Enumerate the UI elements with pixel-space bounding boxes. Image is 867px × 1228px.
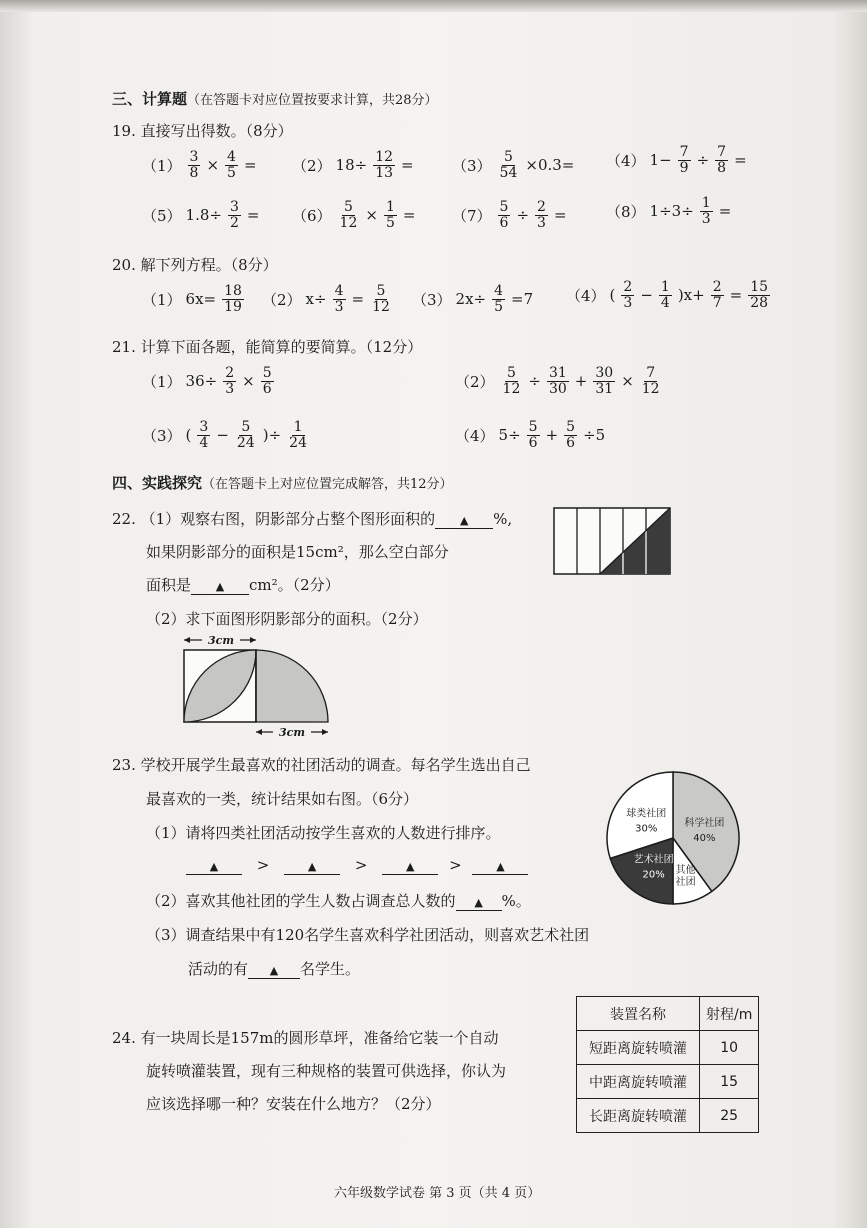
operator: × xyxy=(242,372,255,391)
operator: + xyxy=(545,426,559,445)
fraction xyxy=(225,150,238,180)
pie-slice-percent: 30% xyxy=(635,823,658,835)
answer-blank xyxy=(186,856,242,875)
numerator: 1 xyxy=(293,419,303,435)
expression: 1− xyxy=(649,151,672,170)
triangle-icon: ▲ xyxy=(496,860,505,873)
operator: ÷ xyxy=(528,372,541,391)
q22-line-4: （2）求下面图形阴影部分的面积。（2分） xyxy=(146,610,428,628)
numerator: 15 xyxy=(750,279,769,295)
denominator: 5 xyxy=(227,164,236,181)
pie-slice-label: 科学社团 xyxy=(684,817,725,829)
question-text: 22. （1）观察右图，阴影部分占整个图形面积的 xyxy=(112,510,436,528)
numerator: 4 xyxy=(227,149,236,165)
denominator: 24 xyxy=(289,434,307,451)
denominator: 3 xyxy=(225,380,235,397)
denominator: 30 xyxy=(548,380,567,397)
expression: 36÷ xyxy=(185,372,218,391)
numerator: 5 xyxy=(376,283,386,299)
section-3-note: （在答题卡对应位置按要求计算，共28分） xyxy=(187,93,438,108)
equals: = xyxy=(734,151,747,170)
fraction xyxy=(564,420,577,450)
fraction xyxy=(333,284,346,314)
fraction xyxy=(498,200,511,230)
q23-line-1: 23. 学校开展学生最喜欢的社团活动的调查。每名学生选出自己 xyxy=(112,756,531,774)
pie-slice-label: 其他 xyxy=(675,864,696,876)
denominator: 3 xyxy=(623,294,633,311)
item-number: （4） xyxy=(455,426,495,445)
denominator: 3 xyxy=(537,214,546,231)
operator: − xyxy=(216,426,229,445)
numerator: 31 xyxy=(548,365,567,381)
answer-blank xyxy=(382,856,438,875)
fraction xyxy=(715,145,728,175)
greater-than: > xyxy=(449,856,462,874)
question-text: 名学生。 xyxy=(300,960,361,978)
expression: =7 xyxy=(511,290,534,309)
equals: = xyxy=(402,206,416,225)
expression: 1÷3÷ xyxy=(649,202,694,221)
denominator: 8 xyxy=(189,164,199,181)
operator: ÷ xyxy=(516,206,530,225)
denominator: 6 xyxy=(566,434,576,451)
fraction xyxy=(373,150,395,180)
denominator: 4 xyxy=(660,294,670,311)
answer-blank xyxy=(284,856,340,875)
q24-line-3: 应该选择哪一种？安装在什么地方？（2分） xyxy=(146,1095,441,1113)
denominator: 24 xyxy=(236,434,255,451)
pie-slice-label: 球类社团 xyxy=(626,808,667,820)
expression: ×0.3= xyxy=(525,156,575,175)
arrow-right-icon xyxy=(250,637,256,643)
expression: x÷ xyxy=(305,290,327,309)
denominator: 9 xyxy=(679,159,689,176)
denominator: 8 xyxy=(717,159,727,176)
q20-item-1 xyxy=(142,284,246,314)
item-number: （7） xyxy=(452,206,492,225)
table-cell: 15 xyxy=(700,1065,759,1099)
q21-title: 21. 计算下面各题，能简算的要简算。（12分） xyxy=(112,338,423,356)
q22-line-3 xyxy=(146,574,340,595)
item-number: （3） xyxy=(412,290,452,309)
equals: = xyxy=(553,206,567,225)
table-row xyxy=(577,1099,759,1133)
numerator: 3 xyxy=(189,149,199,165)
q19-item-1 xyxy=(142,150,257,180)
table-header: 射程/m xyxy=(700,997,759,1031)
arrow-right-icon xyxy=(322,729,328,735)
fraction xyxy=(527,420,540,450)
numerator: 2 xyxy=(225,365,235,381)
table-row xyxy=(577,1065,759,1099)
dimension-label-bottom: 3cm xyxy=(279,726,305,739)
numerator: 7 xyxy=(679,144,689,160)
item-number: （8） xyxy=(606,202,646,221)
expression: )÷ xyxy=(262,426,282,445)
pie-slice-label: 社团 xyxy=(675,876,696,888)
table-cell: 10 xyxy=(700,1031,759,1065)
operator: × xyxy=(621,372,634,391)
denominator: 4 xyxy=(199,434,209,451)
sprinkler-table xyxy=(576,996,759,1133)
q23-ranking-line xyxy=(186,856,528,875)
q19-item-4 xyxy=(606,145,747,175)
pie-slice-percent: 40% xyxy=(693,832,716,844)
fraction xyxy=(384,200,397,230)
fraction xyxy=(188,150,201,180)
answer-blank xyxy=(248,960,300,979)
shaded-area-figure xyxy=(176,632,336,742)
q24-line-2: 旋转喷灌装置，现有三种规格的装置可供选择，你认为 xyxy=(146,1062,507,1080)
triangle-icon: ▲ xyxy=(459,514,469,527)
numerator: 3 xyxy=(229,199,239,215)
fraction xyxy=(535,200,548,230)
denominator: 12 xyxy=(502,380,521,397)
numerator: 18 xyxy=(224,283,242,299)
denominator: 12 xyxy=(372,298,390,315)
section-4-heading: 四、实践探究 xyxy=(112,474,203,492)
q23-line-2: 最喜欢的一类，统计结果如右图。（6分） xyxy=(146,790,419,808)
denominator: 6 xyxy=(499,214,509,231)
q21-item-1 xyxy=(142,366,276,396)
table-header-row xyxy=(577,997,759,1031)
numerator: 7 xyxy=(646,365,656,381)
numerator: 1 xyxy=(701,195,711,211)
question-text: （2）喜欢其他社团的学生人数占调查总人数的 xyxy=(146,892,456,910)
table-cell: 短距离旋转喷灌 xyxy=(577,1031,700,1065)
q20-item-2 xyxy=(262,284,394,314)
equals: = xyxy=(729,286,743,305)
question-text: cm²。（2分） xyxy=(249,576,340,594)
expression: 1.8÷ xyxy=(185,206,222,225)
operator: ÷ xyxy=(696,151,710,170)
expression: ÷5 xyxy=(583,426,606,445)
triangle-icon: ▲ xyxy=(474,896,483,909)
numerator: 2 xyxy=(712,279,722,295)
item-number: （1） xyxy=(142,290,182,309)
equals: = xyxy=(401,156,414,175)
q23-line-3: （1）请将四类社团活动按学生喜欢的人数进行排序。 xyxy=(146,824,501,842)
q21-item-2 xyxy=(455,366,664,396)
q24-line-1: 24. 有一块周长是157m的圆形草坪，准备给它装一个自动 xyxy=(112,1029,499,1047)
fraction xyxy=(222,284,244,314)
numerator: 5 xyxy=(504,149,513,165)
denominator: 13 xyxy=(375,164,394,181)
table-cell: 25 xyxy=(700,1099,759,1133)
item-number: （6） xyxy=(292,206,332,225)
numerator: 4 xyxy=(334,283,344,299)
numerator: 2 xyxy=(623,279,633,295)
item-number: （2） xyxy=(262,290,302,309)
item-number: （3） xyxy=(452,156,492,175)
q22-line-1 xyxy=(112,508,512,529)
denominator: 7 xyxy=(712,294,722,311)
fraction xyxy=(621,280,634,310)
q19-item-3 xyxy=(452,150,574,180)
numerator: 12 xyxy=(375,149,394,165)
fraction xyxy=(492,284,505,314)
fraction xyxy=(678,145,691,175)
triangle-icon: ▲ xyxy=(406,860,415,873)
numerator: 1 xyxy=(660,279,670,295)
fraction xyxy=(223,366,236,396)
arrow-left-icon xyxy=(184,637,190,643)
equals: = xyxy=(351,290,365,309)
denominator: 5 xyxy=(385,214,395,231)
greater-than: > xyxy=(256,856,270,874)
item-number: （1） xyxy=(142,156,182,175)
section-4-title xyxy=(112,472,453,493)
denominator: 31 xyxy=(595,380,614,397)
fraction xyxy=(261,366,274,396)
numerator: 3 xyxy=(199,419,209,435)
numerator: 1 xyxy=(385,199,395,215)
numerator: 5 xyxy=(344,199,353,215)
operator: − xyxy=(640,286,653,305)
equals: = xyxy=(243,156,257,175)
denominator: 3 xyxy=(334,298,344,315)
fraction xyxy=(640,366,662,396)
question-text: 面积是 xyxy=(146,576,192,594)
page-footer: 六年级数学试卷 第 3 页（共 4 页） xyxy=(334,1186,541,1201)
fraction xyxy=(748,280,770,310)
q19-item-8 xyxy=(606,196,731,226)
numerator: 5 xyxy=(566,419,576,435)
fraction xyxy=(659,280,672,310)
operator: + xyxy=(574,372,588,391)
q22-line-2: 如果阴影部分的面积是15cm²，那么空白部分 xyxy=(146,543,449,561)
scan-edge xyxy=(0,0,867,12)
triangle-icon: ▲ xyxy=(307,860,317,873)
denominator: 54 xyxy=(499,164,518,181)
question-text: %。 xyxy=(501,892,531,910)
q23-line-5 xyxy=(146,890,531,911)
denominator: 6 xyxy=(262,380,272,397)
section-4-note: （在答题卡上对应位置完成解答，共12分） xyxy=(202,477,453,492)
expression: 5÷ xyxy=(498,426,521,445)
q23-line-7 xyxy=(188,958,360,979)
denominator: 6 xyxy=(528,434,538,451)
club-pie-chart xyxy=(604,768,742,908)
expression: 2x÷ xyxy=(455,290,487,309)
q19-title: 19. 直接写出得数。（8分） xyxy=(112,122,293,140)
table-cell: 长距离旋转喷灌 xyxy=(577,1099,700,1133)
answer-blank xyxy=(456,892,502,911)
operator: × xyxy=(365,206,378,225)
q20-item-3 xyxy=(412,284,533,314)
question-text: 活动的有 xyxy=(188,960,249,978)
q23-line-6: （3）调查结果中有120名学生喜欢科学社团活动，则喜欢艺术社团 xyxy=(146,926,590,944)
pie-slice-percent: 20% xyxy=(642,869,665,881)
answer-blank xyxy=(191,576,249,595)
denominator: 12 xyxy=(339,214,358,231)
fraction xyxy=(370,284,392,314)
answer-blank xyxy=(472,856,528,875)
numerator: 5 xyxy=(507,365,516,381)
triangle-icon: ▲ xyxy=(215,580,225,593)
fraction xyxy=(228,200,241,230)
arrow-left-icon xyxy=(256,729,262,735)
numerator: 5 xyxy=(241,419,251,435)
pie-slice-label: 艺术社团 xyxy=(633,854,674,866)
numerator: 5 xyxy=(262,365,272,381)
fraction xyxy=(498,150,520,180)
q19-item-2 xyxy=(292,150,414,180)
triangle-icon: ▲ xyxy=(269,964,279,977)
question-text: %, xyxy=(493,510,513,528)
item-number: （4） xyxy=(606,151,646,170)
numerator: 5 xyxy=(528,419,538,435)
fraction xyxy=(338,200,360,230)
q20-title: 20. 解下列方程。（8分） xyxy=(112,256,278,274)
fraction xyxy=(287,420,309,450)
answer-blank xyxy=(435,510,493,529)
paren: ( xyxy=(609,286,616,305)
item-number: （1） xyxy=(142,372,182,391)
fraction xyxy=(700,196,713,226)
numerator: 2 xyxy=(537,199,546,215)
q19-item-7 xyxy=(452,200,567,230)
numerator: 4 xyxy=(494,283,504,299)
equals: = xyxy=(718,202,732,221)
numerator: 30 xyxy=(595,365,614,381)
fraction xyxy=(547,366,569,396)
section-3-title xyxy=(112,88,438,109)
denominator: 28 xyxy=(750,294,769,311)
numerator: 5 xyxy=(499,199,509,215)
q21-item-3 xyxy=(142,420,311,450)
fraction xyxy=(235,420,257,450)
fraction xyxy=(711,280,724,310)
fraction xyxy=(501,366,523,396)
expression: 6x= xyxy=(185,290,217,309)
table-row xyxy=(577,1031,759,1065)
paren: ( xyxy=(185,426,192,445)
section-3-heading: 三、计算题 xyxy=(112,90,188,108)
expression: )x+ xyxy=(677,286,705,305)
item-number: （2） xyxy=(292,156,332,175)
denominator: 19 xyxy=(224,298,242,315)
dimension-label-top: 3cm xyxy=(208,634,234,647)
denominator: 2 xyxy=(229,214,239,231)
quarter-circle-shape xyxy=(256,650,328,722)
q20-item-4 xyxy=(566,280,772,310)
greater-than: > xyxy=(354,856,368,874)
item-number: （3） xyxy=(142,426,182,445)
item-number: （2） xyxy=(455,372,495,391)
table-cell: 中距离旋转喷灌 xyxy=(577,1065,700,1099)
fraction xyxy=(593,366,615,396)
numerator: 7 xyxy=(717,144,727,160)
item-number: （4） xyxy=(566,286,606,305)
fraction xyxy=(197,420,210,450)
denominator: 5 xyxy=(494,298,504,315)
q21-item-4 xyxy=(455,420,605,450)
operator: × xyxy=(206,156,220,175)
equals: = xyxy=(246,206,260,225)
item-number: （5） xyxy=(142,206,182,225)
shaded-rectangle-figure xyxy=(552,506,672,576)
triangle-icon: ▲ xyxy=(209,860,219,873)
denominator: 12 xyxy=(641,380,660,397)
denominator: 3 xyxy=(701,210,711,227)
table-header: 装置名称 xyxy=(577,997,700,1031)
q19-item-5 xyxy=(142,200,259,230)
q19-item-6 xyxy=(292,200,415,230)
expression: 18÷ xyxy=(335,156,368,175)
